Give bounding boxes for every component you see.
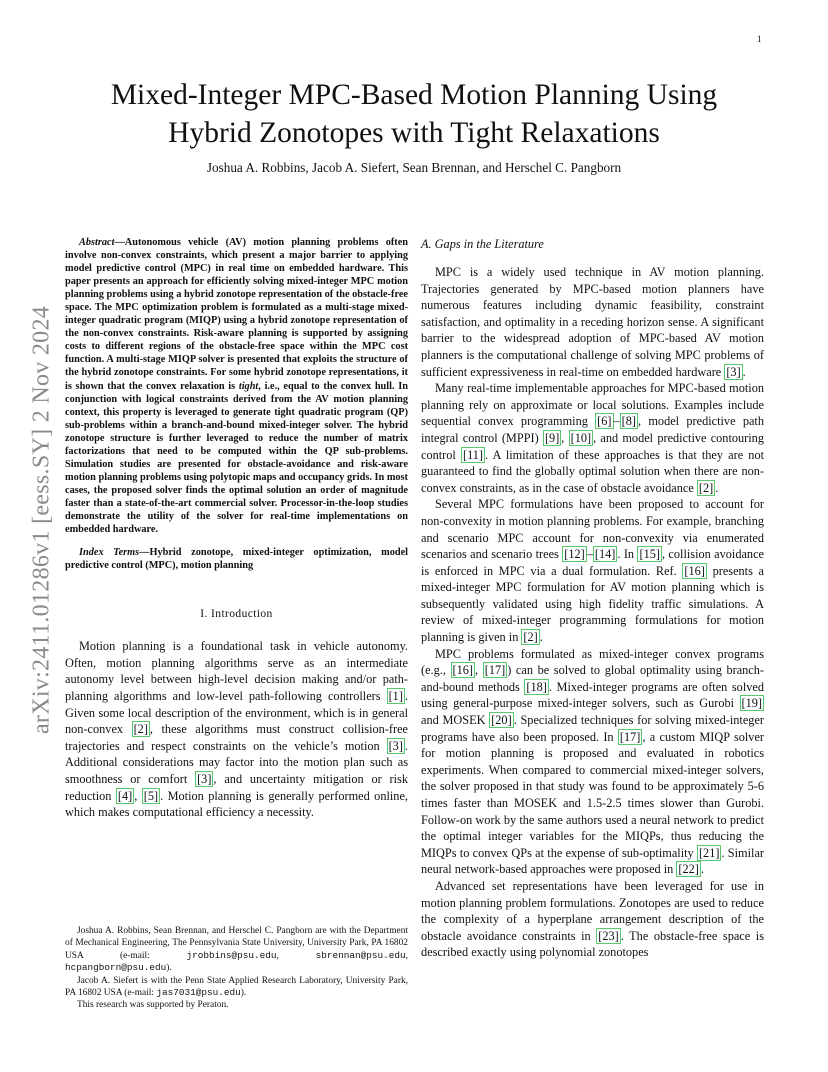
text-run: , a custom MIQP solver for motion planning is proposed and evaluated in robotics experiments. When compared to commercial mixed-integer solvers, the solver proposed in that study was found to be approximately 5-6 times faster than MOSEK and 1.5-2.5 times slower than Gurobi. Follow-on work by the same authors used a neural network to predict the optimal integer variables for the MIQPs, thus reducing the MIQPs to convex QPs at the expense of sub-optimality <box>421 729 764 860</box>
citation-link[interactable]: [8] <box>621 414 636 429</box>
citation-link[interactable]: [1] <box>388 688 403 703</box>
abstract <box>65 236 408 536</box>
citation-link[interactable]: [11] <box>462 447 483 462</box>
index-terms-label: Index Terms <box>79 547 140 559</box>
citation-link[interactable]: [17] <box>484 663 506 678</box>
citation-link[interactable]: [2] <box>698 480 714 495</box>
title-line-2: Hybrid Zonotopes with Tight Relaxations <box>168 117 660 149</box>
citation-link[interactable]: [6] <box>597 414 612 429</box>
text-run: presents a mixed-integer MPC formulation for AV motion planning which is subsequently validated using high fidelity traffic simulations. A review of mixed-integer programming formulations for motion planning is given in <box>421 563 765 645</box>
abstract-text-cont: , i.e., equal to the convex hull. In conjunction with logical constraints derived from the AV motion planning context, this property is leveraged to generate tight quadratic program (QP) sub-problems within a branch-and-bound mixed-integer solver. The hybrid zonotope structure is further leveraged to reduce the number of matrix factorizations that need to be computed within the QP sub-problems. Simulation studies are presented for obstacle-avoidance and risk-aware motion planning problems using polytopic maps and occupancy grids. In most cases, the proposed solver finds the optimal solution an order of magnitude faster than a state-of-the-art commercial solver. Processor-in-the-loop studies demonstrate the utility of the solver for real-time implementations on embedded hardware. <box>65 380 408 536</box>
text-run: – <box>613 414 620 429</box>
body-paragraph-2 <box>421 380 764 496</box>
citation-link[interactable]: [2] <box>133 722 148 737</box>
abstract-label: Abstract <box>79 237 115 248</box>
citation-link[interactable]: [19] <box>741 696 762 711</box>
citation-link[interactable]: [4] <box>117 788 133 803</box>
citation-link[interactable]: [12] <box>564 547 585 562</box>
citation-link[interactable]: [16] <box>684 563 705 578</box>
page-number: 1 <box>757 34 762 44</box>
author-list: Joshua A. Robbins, Jacob A. Siefert, Sean Brennan, and Herschel C. Pangborn <box>206 160 622 175</box>
abstract-text: —Autonomous vehicle (AV) motion planning problems often involve non-convex constraints, which present a major barrier to applying model predictive control (MPC) in real time on embedded hardware. This paper presents an approach for efficiently solving mixed-integer MPC motion planning problems using a hybrid zonotope representation of the obstacle-free space. The MPC optimization problem is formulated as a multi-stage mixed-integer quadratic program (MIQP) using a hybrid zonotope representation of the non-convex constraints. Risk-aware planning is supported by assigning costs to different regions of the obstacle-free space within the MPC cost function. A multi-stage MIQP solver is presented that exploits the structure of the hybrid zonotope constraints. For some hybrid zonotope representations, it is shown that the convex relaxation is <box>65 237 408 392</box>
citation-link[interactable]: [18] <box>526 679 547 694</box>
text-run: , model predictive path integral control (MPPI) <box>421 414 764 445</box>
paper-title <box>60 76 768 152</box>
citation-link[interactable]: [15] <box>639 547 660 562</box>
text-run: Joshua A. Robbins, Sean Brennan, and Herschel C. Pangborn are with the Department of Mechanical Engineering, The Pennsylvania State University, University Park, PA 16802 USA (e-mail: <box>65 926 408 961</box>
text-run: Many real-time implementable approaches for MPC-based motion planning rely on approximate or local solutions. Examples include sequential convex programming <box>421 381 764 429</box>
text-run: , <box>276 950 316 961</box>
text-run: . Additional considerations may factor into the motion plan such as smoothness or comfort <box>65 738 408 786</box>
text-run: . <box>742 364 746 379</box>
text-run: . Motion planning is generally performed online, which makes computational efficiency a necessity. <box>65 788 408 820</box>
text-run: – <box>586 547 593 562</box>
text-run: . In <box>617 547 638 562</box>
citation-link[interactable]: [2] <box>523 630 538 645</box>
text-run: . <box>539 630 543 645</box>
text-run: Motion planning is a foundational task in vehicle autonomy. Often, motion planning algorithms serve as an intermediate autonomy level between high-level decision making and/or path-planning algorithms and low-level path-following controllers <box>65 639 408 703</box>
subsection-heading-gaps: A. Gaps in the Literature <box>421 237 544 251</box>
citation-link[interactable]: [16] <box>452 663 474 678</box>
text-run: , these algorithms must construct collision-free trajectories and respect constraints on the vehicle’s motion <box>65 722 409 753</box>
email-link[interactable]: hcpangborn@psu.edu <box>65 962 167 974</box>
text-run: , collision avoidance is enforced in MPC via a dual formulation. Ref. <box>421 547 765 578</box>
text-run: MPC is a widely used technique in AV motion planning. Trajectories generated by MPC-based motion planners have numerous features including dynamic feasibility, constraint satisfaction, and optimality in a receding horizon sense. A significant barrier to the widespread adoption of MPC-based AV motion planners is the computational challenge of solving MPC problems of sufficient expressiveness in real-time on embedded hardware <box>421 265 764 379</box>
footnote-funding: This research was supported by Peraton. <box>77 1000 229 1011</box>
right-column <box>421 236 764 961</box>
text-run: Jacob A. Siefert is with the Penn State Applied Research Laboratory, University Park, PA 16802 USA (e-mail: <box>65 975 408 999</box>
title-line-1: Mixed-Integer MPC-Based Motion Planning Using <box>110 79 718 111</box>
citation-link[interactable]: [17] <box>619 729 641 744</box>
abstract-emphasis: tight <box>238 380 259 392</box>
citation-link[interactable]: [10] <box>570 430 592 445</box>
text-run: Several MPC formulations have been proposed to account for non-convexity in motion planning problems. For example, branching and scenario MPC account for non-convexity via enumerated scenarios and scenario trees <box>421 497 764 562</box>
email-link[interactable]: sbrennan@psu.edu <box>315 949 406 961</box>
text-run: ). <box>240 988 247 999</box>
body-paragraph-1 <box>421 264 764 380</box>
text-run: . <box>700 862 704 877</box>
email-link[interactable]: jas7031@psu.edu <box>156 987 241 999</box>
footnote-affiliation-2 <box>65 975 408 1000</box>
text-run: , <box>134 788 142 803</box>
email-link[interactable]: jrobbins@psu.edu <box>186 949 277 961</box>
index-terms <box>65 546 408 572</box>
text-run: ). <box>166 963 172 974</box>
citation-link[interactable]: [23] <box>598 928 619 943</box>
section-heading-introduction: I. Introduction <box>200 608 273 621</box>
footnotes <box>65 925 408 1012</box>
citation-link[interactable]: [9] <box>544 430 560 445</box>
text-run: , <box>475 663 483 678</box>
text-run: MPC problems formulated as mixed-integer convex programs (e.g., <box>421 646 764 678</box>
body-paragraph-4 <box>421 646 764 878</box>
text-run: Advanced set representations have been leveraged for use in motion planning problem formulations. Zonotopes are used to reduce the complexity of a hyperplane arrangement description of the obstacle avoidance constraints in <box>421 878 764 943</box>
text-run: . <box>715 480 719 495</box>
text-run: , and model predictive contouring control <box>421 430 764 462</box>
citation-link[interactable]: [3] <box>726 364 741 379</box>
text-run: , <box>561 430 569 445</box>
arxiv-stamp: arXiv:2411.01286v1 [eess.SY] 2 Nov 2024 <box>28 305 55 735</box>
citation-link[interactable]: [20] <box>491 713 512 728</box>
text-run: . Given some local description of the environment, which is in general non-convex <box>65 688 408 737</box>
text-run: , and uncertainty mitigation or risk reduction <box>65 771 408 803</box>
citation-link[interactable]: [21] <box>698 845 720 860</box>
citation-link[interactable]: [22] <box>678 862 699 877</box>
body-paragraph-3 <box>421 496 764 645</box>
citation-link[interactable]: [14] <box>594 547 616 562</box>
text-run: . Mixed-integer programs are often solved using general-purpose mixed-integer solvers, such as Gurobi <box>421 679 764 711</box>
footnote-affiliation-1 <box>65 925 408 975</box>
text-run: and MOSEK <box>421 713 490 728</box>
index-terms-text: —Hybrid zonotope, mixed-integer optimization, model predictive control (MPC), motion planning <box>65 547 408 572</box>
text-run: . The obstacle-free space is described exactly using polynomial zonotopes <box>421 928 764 960</box>
citation-link[interactable]: [5] <box>143 788 159 803</box>
intro-paragraph <box>65 638 408 821</box>
text-run: . Similar neural network-based approaches were proposed in <box>421 845 764 877</box>
left-column <box>65 236 408 821</box>
text-run: , <box>405 950 408 961</box>
text-run: . Specialized techniques for solving mixed-integer programs have also been proposed. In <box>421 713 764 744</box>
citation-link[interactable]: [3] <box>197 771 212 786</box>
text-run: ) can be solved to global optimality using branch-and-bound methods <box>421 663 764 694</box>
body-paragraph-5 <box>421 878 764 961</box>
text-run: . A limitation of these approaches is that they are not guaranteed to find the globally optimal solution when there are non-convex constraints, as in the case of obstacle avoidance <box>421 447 765 495</box>
citation-link[interactable]: [3] <box>388 738 403 753</box>
